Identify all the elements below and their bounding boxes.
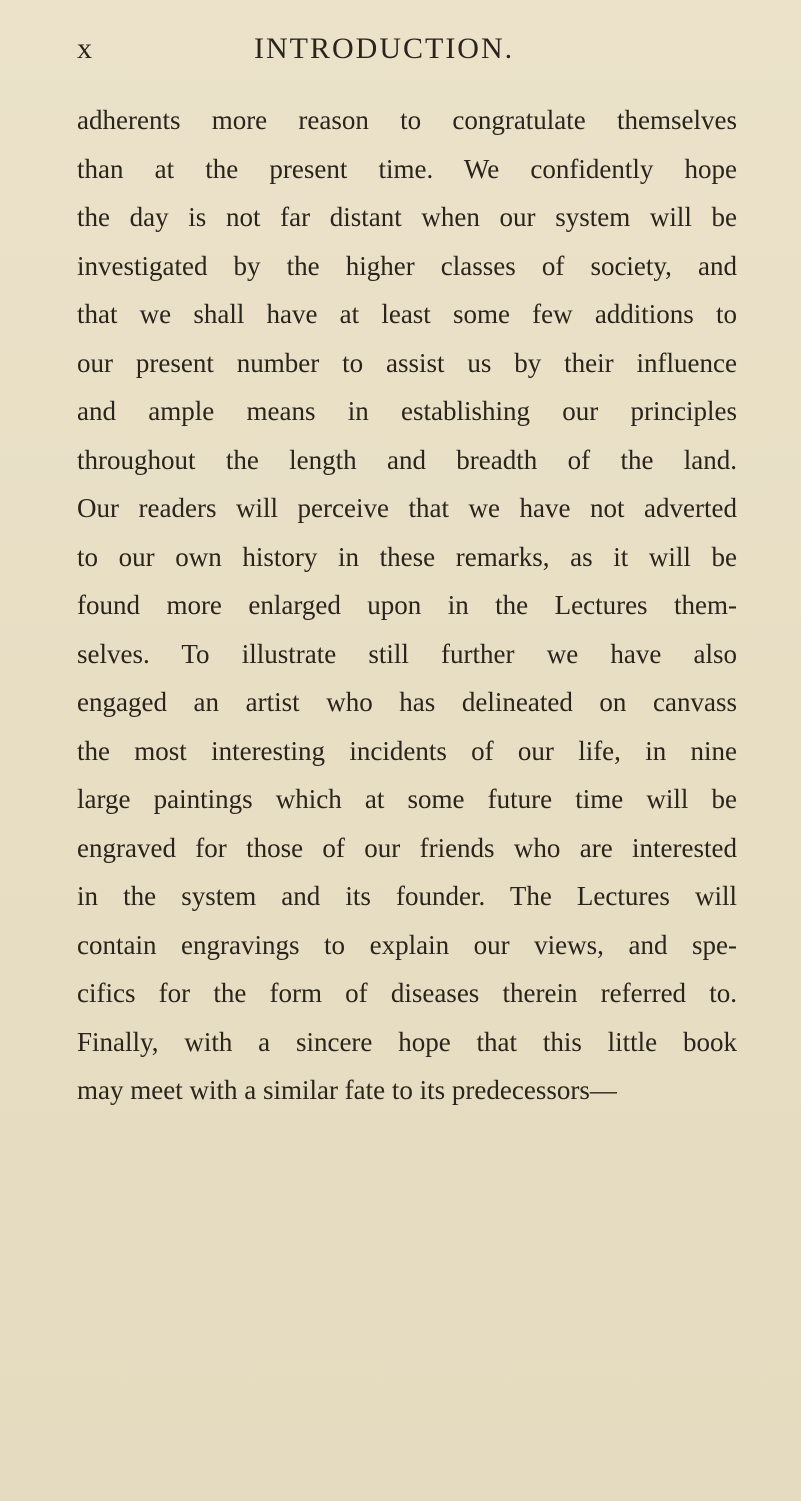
text-line: adherents more reason to congratulate themselves — [77, 105, 737, 135]
running-head — [0, 32, 801, 72]
text-line: found more enlarged upon in the Lectures them- — [77, 590, 737, 620]
text-line: Finally, with a sincere hope that this little book — [77, 1026, 737, 1057]
text-line: the day is not far distant when our system will be — [77, 202, 737, 232]
text-line: cifics for the form of diseases therein referred to. — [77, 978, 737, 1008]
text-line: the most interesting incidents of our life, in nine — [77, 735, 737, 766]
text-line: that we shall have at least some few additions to — [77, 299, 737, 329]
page-number: x — [77, 32, 93, 65]
text-line: our present number to assist us by their influence — [77, 347, 737, 378]
text-line: than at the present time. We confidently hope — [77, 153, 737, 184]
text-line: to our own history in these remarks, as it will be — [77, 541, 737, 572]
text-line: contain engravings to explain our views, and spe- — [77, 929, 737, 960]
chapter-title: INTRODUCTION. — [254, 32, 515, 65]
text-line: large paintings which at some future time will be — [77, 784, 737, 814]
text-line: investigated by the higher classes of society, and — [77, 250, 737, 281]
text-line: engaged an artist who has delineated on canvass — [77, 687, 737, 717]
text-line: throughout the length and breadth of the land. — [77, 444, 737, 475]
text-line: may meet with a similar fate to its predecessors— — [77, 1075, 617, 1105]
text-line: in the system and its founder. The Lectures will — [77, 881, 737, 911]
text-line: and ample means in establishing our principles — [77, 396, 737, 426]
text-line: selves. To illustrate still further we have also — [77, 638, 737, 669]
body-text — [77, 96, 737, 1115]
text-line: engraved for those of our friends who are interested — [77, 832, 737, 863]
text-line: Our readers will perceive that we have not adverted — [77, 493, 737, 523]
